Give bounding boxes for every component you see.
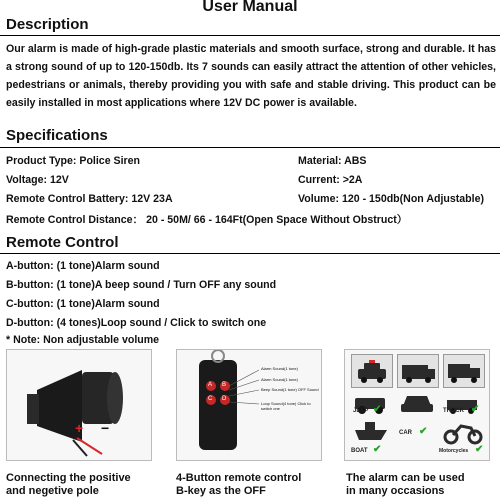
spec-product-type: Product Type: Police Siren	[6, 155, 141, 167]
siren-panel	[6, 349, 152, 461]
page-title: User Manual	[202, 0, 298, 15]
negative-pole-label: −	[101, 420, 110, 436]
spec-battery: Remote Control Battery: 12V 23A	[6, 193, 173, 205]
description-text: Our alarm is made of high-grade plastic materials and smooth surface, strong and durable. It has a strong sound of up to 120-150db. Its 7 sounds can easily attract the attention of other vehicles, pedestrians or animals, thereby providing you with safe and stable driving. This product can be easily installed in most applications where 12V DC power is available.	[6, 43, 496, 109]
spec-current: Current: >2A	[298, 174, 363, 186]
remote-legend-b: Alarm Sound(1 tone)	[261, 377, 298, 382]
truck-icon	[444, 355, 484, 387]
specifications-heading: Specifications	[6, 127, 108, 144]
description-divider	[0, 35, 500, 36]
spec-volume: Volume: 120 - 150db(Non Adjustable)	[298, 193, 485, 205]
remote-panel	[176, 349, 322, 461]
truck-label: TRUCK	[443, 408, 464, 414]
positive-pole-label: +	[75, 420, 84, 436]
spec-material: Material: ABS	[298, 155, 367, 167]
boat-icon	[351, 418, 391, 444]
spec-voltage: Voltage: 12V	[6, 174, 69, 186]
remote-legend-a: Alarm Sound(1 tone)	[261, 366, 298, 371]
car-check-icon: ✔	[419, 426, 428, 437]
remote-d-button: D-button: (4 tones)Loop sound / Click to switch one	[6, 317, 267, 329]
police-car-tile	[351, 354, 393, 388]
occasions-caption-line2: in many occasions	[346, 485, 445, 497]
siren-caption-line2: and negetive pole	[6, 485, 99, 497]
remote-caption-line1: 4-Button remote control	[176, 472, 302, 484]
spec-distance: Remote Control Distance： 20 - 50M/ 66 - 164Ft(Open Space Without Obstruct）	[6, 214, 408, 226]
remote-legend-c: Beep Sound(1 tone) OFF Sound	[261, 387, 319, 392]
remote-control-divider	[0, 253, 500, 254]
remote-key-c: C	[208, 396, 213, 402]
boat-label: BOAT	[351, 448, 368, 454]
specifications-divider	[0, 147, 500, 148]
motorcycle-icon	[441, 420, 485, 446]
motorcycles-check-icon: ✔	[475, 444, 484, 455]
remote-caption	[176, 472, 301, 498]
remote-c-button: C-button: (1 tone)Alarm sound	[6, 298, 160, 310]
remote-b-button: B-button: (1 tone)A beep sound / Turn OFF any sound	[6, 279, 277, 291]
remote-control-heading: Remote Control	[6, 234, 119, 251]
remote-key-a: A	[208, 382, 213, 388]
truck-check-icon: ✔	[471, 404, 480, 415]
description-heading: Description	[6, 16, 89, 33]
remote-key-d: D	[222, 396, 227, 402]
motorcycles-label: Motorcycles	[439, 448, 469, 454]
occasions-panel	[344, 349, 490, 461]
car-front-icon	[397, 390, 437, 416]
police-car-icon	[352, 355, 392, 387]
truck-tile	[443, 354, 485, 388]
jeep-label: JEEP	[353, 408, 369, 414]
car-label: CAR	[399, 430, 412, 436]
remote-legend-d: Loop Sound(4 tone) Click to switch one	[261, 401, 311, 411]
ambulance-icon	[398, 355, 438, 387]
siren-caption	[6, 472, 131, 498]
remote-key-b: B	[222, 382, 227, 388]
boat-check-icon: ✔	[373, 444, 382, 455]
remote-caption-line2: B-key as the OFF	[176, 485, 266, 497]
ambulance-tile	[397, 354, 439, 388]
remote-a-button: A-button: (1 tone)Alarm sound	[6, 260, 160, 272]
occasions-caption	[346, 472, 465, 498]
siren-speaker-illustration	[7, 350, 152, 461]
occasions-caption-line1: The alarm can be used	[346, 472, 465, 484]
jeep-check-icon: ✔	[373, 404, 382, 415]
siren-caption-line1: Connecting the positive	[6, 472, 131, 484]
remote-note: * Note: Non adjustable volume	[6, 334, 160, 346]
